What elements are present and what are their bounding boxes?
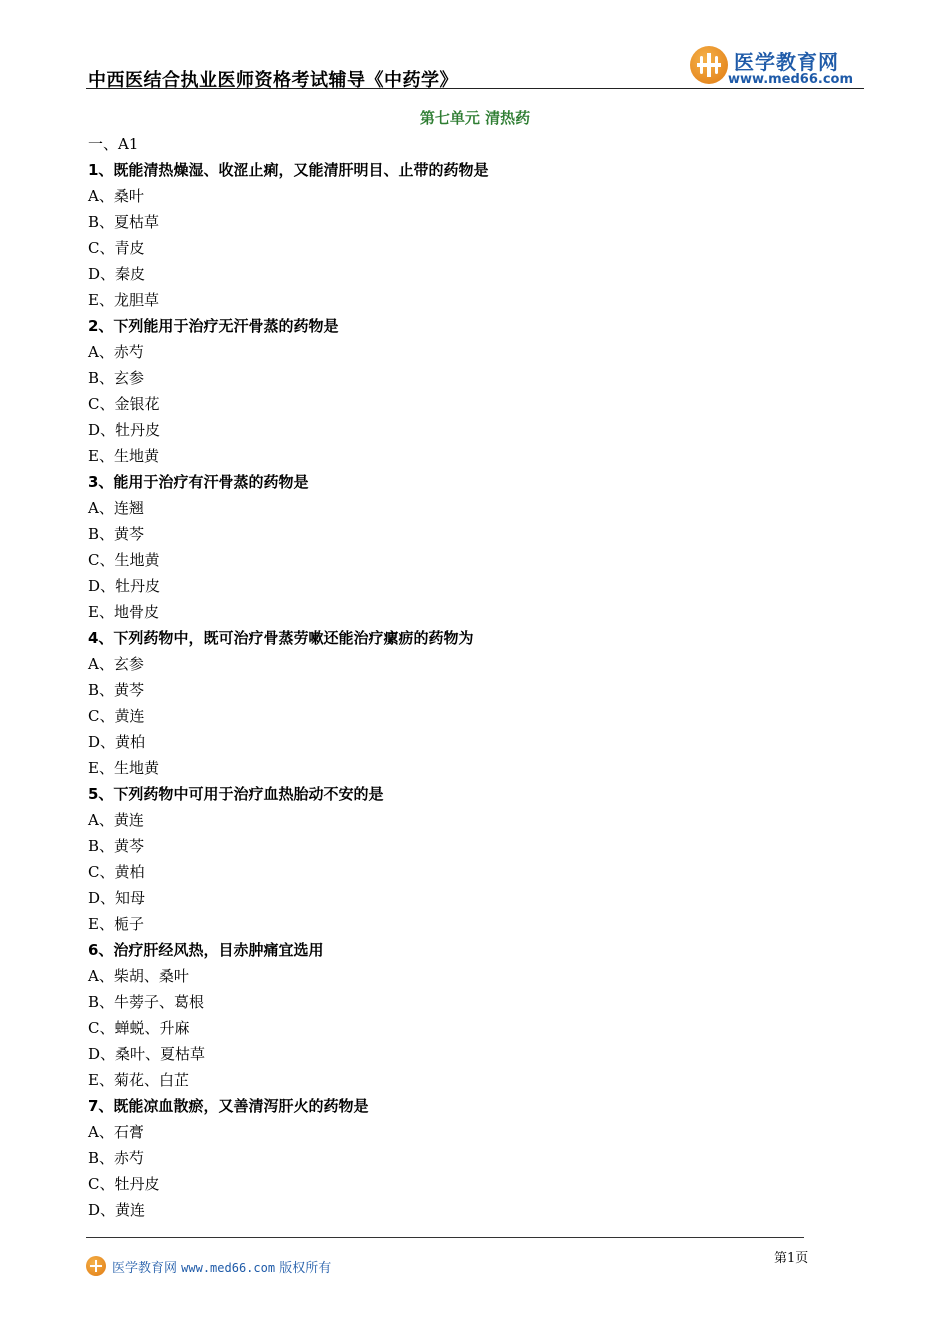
question-stem: 2、下列能用于治疗无汗骨蒸的药物是 xyxy=(88,317,339,335)
question-block xyxy=(88,625,848,781)
question-block xyxy=(88,157,848,313)
answer-option: D、牡丹皮 xyxy=(88,421,161,439)
answer-option: B、牛蒡子、葛根 xyxy=(88,993,205,1011)
question-stem: 5、下列药物中可用于治疗血热胎动不安的是 xyxy=(88,785,384,803)
logo-brand-name: 医学教育网 xyxy=(734,50,839,74)
footer-rights: 版权所有 xyxy=(279,1261,332,1276)
question-block xyxy=(88,937,848,1093)
part-label: 一、A1 xyxy=(88,135,139,153)
answer-option: A、赤芍 xyxy=(88,343,144,361)
answer-option: A、黄连 xyxy=(88,811,144,829)
answer-option: D、黄柏 xyxy=(88,733,146,751)
answer-option: D、牡丹皮 xyxy=(88,577,161,595)
answer-option: C、生地黄 xyxy=(88,551,160,569)
answer-option: B、黄芩 xyxy=(88,525,145,543)
page-number: 第1页 xyxy=(774,1251,809,1266)
question-block xyxy=(88,313,848,469)
answer-option: C、青皮 xyxy=(88,239,145,257)
section-title: 第七单元 清热药 xyxy=(419,109,531,127)
answer-option: C、蝉蜕、升麻 xyxy=(88,1019,190,1037)
question-stem: 6、治疗肝经风热，目赤肿痛宜选用 xyxy=(88,941,324,959)
question-stem: 1、既能清热燥湿、收涩止痢，又能清肝明目、止带的药物是 xyxy=(88,161,489,179)
answer-option: C、金银花 xyxy=(88,395,160,413)
footer-divider xyxy=(86,1237,804,1238)
question-block xyxy=(88,469,848,625)
answer-option: C、牡丹皮 xyxy=(88,1175,160,1193)
medical-cross-icon xyxy=(690,46,728,84)
question-list xyxy=(88,131,848,1223)
footer-brand: 医学教育网 xyxy=(112,1261,178,1276)
answer-option: B、玄参 xyxy=(88,369,145,387)
answer-option: D、知母 xyxy=(88,889,146,907)
answer-option: A、玄参 xyxy=(88,655,144,673)
answer-option: A、石膏 xyxy=(88,1123,144,1141)
answer-option: D、秦皮 xyxy=(88,265,146,283)
answer-option: E、菊花、白芷 xyxy=(88,1071,189,1089)
answer-option: E、生地黄 xyxy=(88,447,159,465)
answer-option: A、连翘 xyxy=(88,499,144,517)
question-stem: 3、能用于治疗有汗骨蒸的药物是 xyxy=(88,473,309,491)
logo-url: www.med66.com xyxy=(728,72,854,87)
header-divider xyxy=(86,88,864,89)
question-block xyxy=(88,1093,848,1223)
answer-option: D、黄连 xyxy=(88,1201,146,1219)
footer-copyright xyxy=(112,1257,331,1276)
footer-logo-icon xyxy=(86,1256,106,1276)
footer-url[interactable]: www.med66.com xyxy=(181,1261,276,1275)
answer-option: D、桑叶、夏枯草 xyxy=(88,1045,206,1063)
answer-option: A、柴胡、桑叶 xyxy=(88,967,189,985)
answer-option: E、地骨皮 xyxy=(88,603,159,621)
answer-option: C、黄柏 xyxy=(88,863,145,881)
site-logo xyxy=(690,44,865,90)
answer-option: E、生地黄 xyxy=(88,759,159,777)
answer-option: E、栀子 xyxy=(88,915,144,933)
answer-option: C、黄连 xyxy=(88,707,145,725)
answer-option: B、黄芩 xyxy=(88,837,145,855)
question-stem: 4、下列药物中，既可治疗骨蒸劳嗽还能治疗瘰疬的药物为 xyxy=(88,629,474,647)
question-block xyxy=(88,781,848,937)
answer-option: E、龙胆草 xyxy=(88,291,159,309)
document-title: 中西医结合执业医师资格考试辅导《中药学》 xyxy=(88,70,458,91)
question-stem: 7、既能凉血散瘀，又善清泻肝火的药物是 xyxy=(88,1097,369,1115)
answer-option: B、黄芩 xyxy=(88,681,145,699)
answer-option: B、夏枯草 xyxy=(88,213,160,231)
answer-option: B、赤芍 xyxy=(88,1149,145,1167)
answer-option: A、桑叶 xyxy=(88,187,144,205)
